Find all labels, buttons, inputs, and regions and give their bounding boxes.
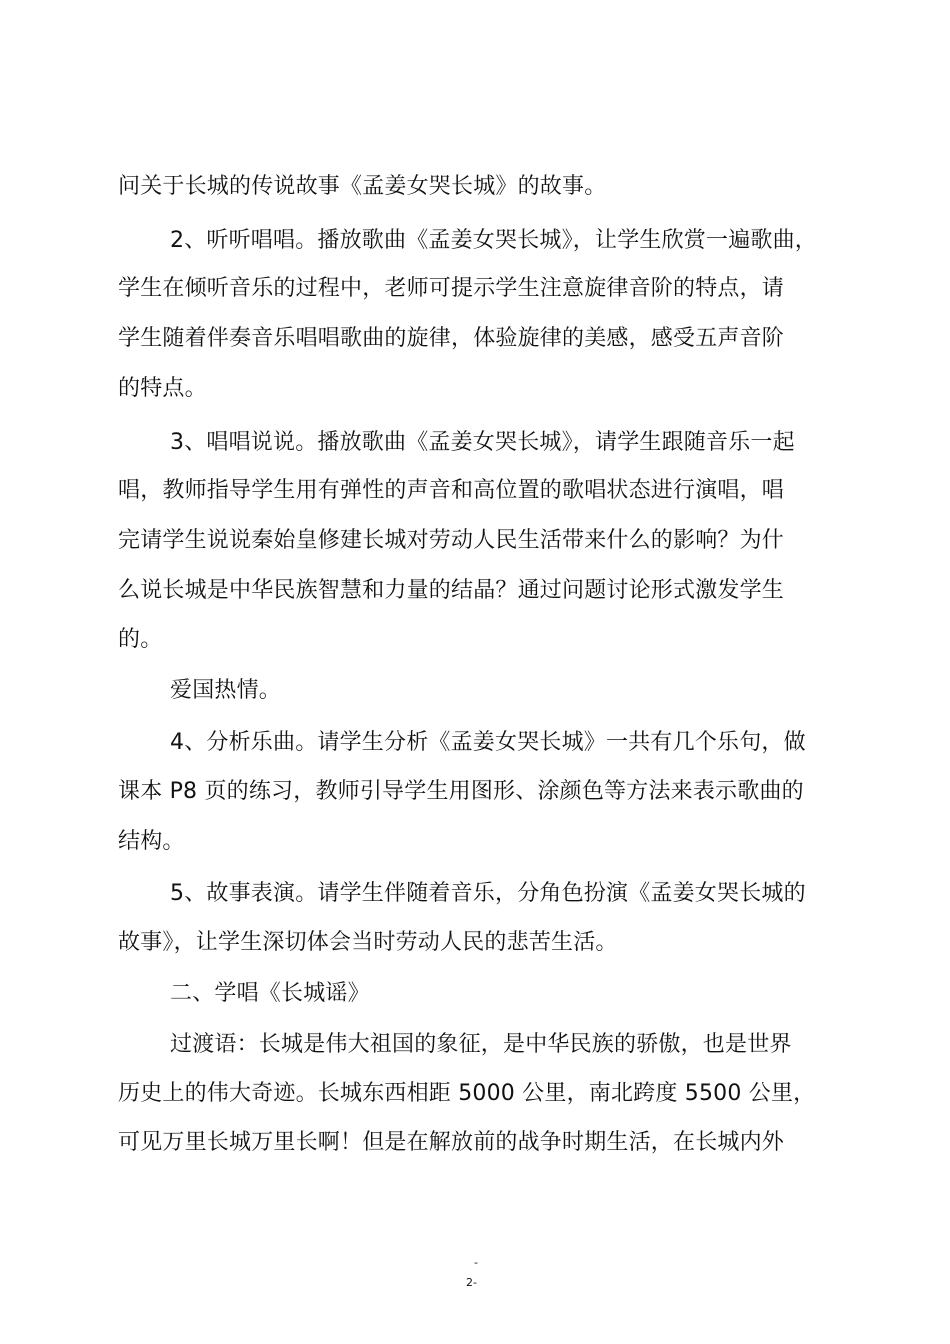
text-line: 结构。	[118, 829, 185, 854]
text-line: 么说长城是中华民族智慧和力量的结晶？通过问题讨论形式激发学生	[118, 578, 785, 603]
text-line: 4、分析乐曲。请学生分析《孟姜女哭长城》一共有几个乐句，做	[170, 730, 806, 755]
text-line: 学生随着伴奏音乐唱唱歌曲的旋律，体验旋律的美感，感受五声音阶	[118, 326, 785, 351]
footer-dash: -	[474, 1256, 478, 1269]
text-line: 2、听听唱唱。播放歌曲《孟姜女哭长城》，让学生欣赏一遍歌曲，	[170, 228, 817, 253]
text-line: 3、唱唱说说。播放歌曲《孟姜女哭长城》，请学生跟随音乐一起	[170, 430, 795, 455]
text-line: 5、故事表演。请学生伴随着音乐，分角色扮演《孟姜女哭长城的	[170, 881, 806, 906]
text-line: 唱，教师指导学生用有弹性的声音和高位置的歌唱状态进行演唱，唱	[118, 478, 785, 503]
text-line: 过渡语：长城是伟大祖国的象征，是中华民族的骄傲，也是世界	[170, 1032, 792, 1057]
section-heading: 二、学唱《长城谣》	[170, 981, 370, 1006]
text-line: 的。	[118, 627, 163, 652]
text-line: 问关于长城的传说故事《孟姜女哭长城》的故事。	[118, 174, 607, 199]
text-line: 学生在倾听音乐的过程中，老师可提示学生注意旋律音阶的特点，请	[118, 276, 785, 301]
page-number: 2-	[466, 1276, 477, 1289]
text-line: 课本 P8 页的练习，教师引导学生用图形、涂颜色等方法来表示歌曲的	[118, 779, 804, 804]
text-line: 可见万里长城万里长啊！但是在解放前的战争时期生活，在长城内外	[118, 1130, 785, 1155]
text-line: 完请学生说说秦始皇修建长城对劳动人民生活带来什么的影响？为什	[118, 528, 785, 553]
text-line: 故事》，让学生深切体会当时劳动人民的悲苦生活。	[118, 930, 618, 955]
text-line: 的特点。	[118, 376, 207, 401]
text-line: 爱国热情。	[170, 678, 282, 703]
text-line: 历史上的伟大奇迹。长城东西相距 5000 公里，南北跨度 5500 公里，	[118, 1081, 816, 1106]
